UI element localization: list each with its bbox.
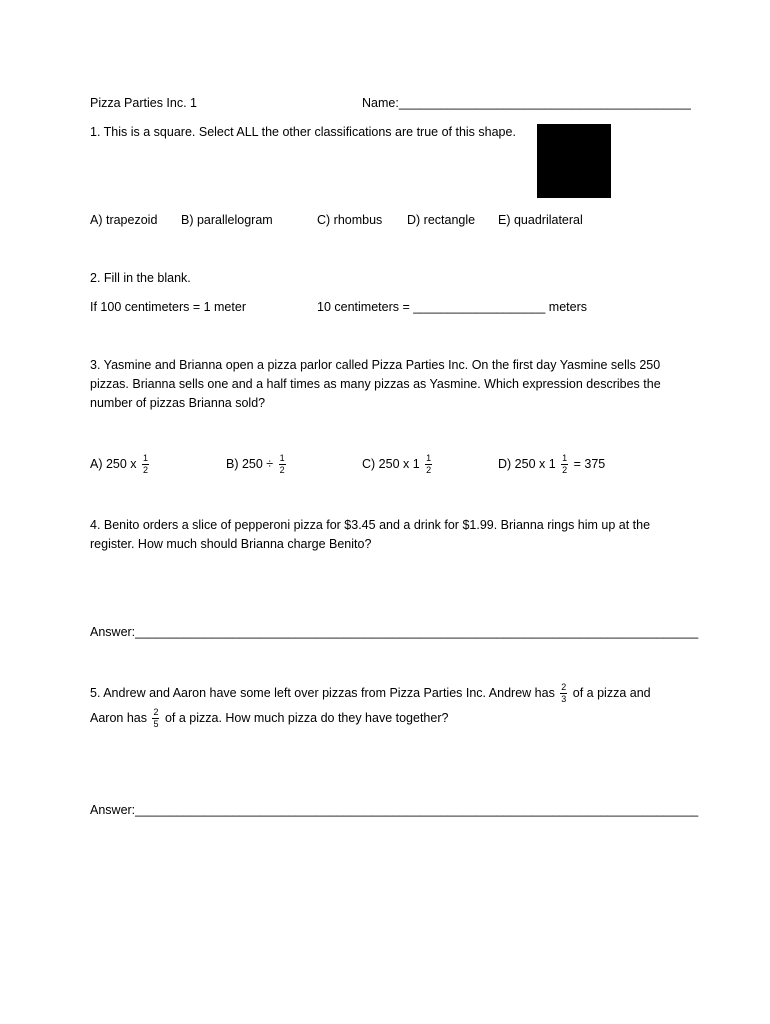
q5-text-2: of a pizza and [569, 686, 651, 700]
q5-text-3: Aaron has [90, 711, 151, 725]
q3-option-b [226, 454, 288, 475]
q3-option-a [90, 454, 151, 475]
q2-given: If 100 centimeters = 1 meter [90, 300, 246, 314]
question-4-prompt: 4. Benito orders a slice of pepperoni pizza for $3.45 and a drink for $1.99. Brianna rings him up at the register. How much should Brianna charge Benito? [90, 518, 651, 551]
q1-option-e: E) quadrilateral [498, 213, 583, 227]
q5-text-4: of a pizza. How much pizza do they have together? [161, 711, 449, 725]
fraction-denominator: 5 [153, 719, 159, 730]
q3-option-b-text: B) 250 ÷ [226, 457, 277, 471]
square-shape [537, 124, 611, 198]
fraction-denominator: 2 [426, 465, 432, 476]
name-field: Name:__________________________________________ [362, 96, 691, 110]
q4-answer-line: Answer:_________________________________________________________________________________ [90, 625, 699, 639]
worksheet-title: Pizza Parties Inc. 1 [90, 96, 197, 110]
q1-option-c: C) rhombus [317, 213, 383, 227]
fraction-denominator: 2 [562, 465, 568, 476]
q5-answer-line: Answer:_________________________________________________________________________________ [90, 803, 699, 817]
fraction [560, 683, 567, 704]
question-1-prompt: 1. This is a square. Select ALL the other classifications are true of this shape. [90, 125, 516, 139]
question-5-line-1 [90, 683, 651, 704]
q1-option-a: A) trapezoid [90, 213, 158, 227]
q5-text-1: 5. Andrew and Aaron have some left over pizzas from Pizza Parties Inc. Andrew has [90, 686, 559, 700]
q1-option-b: B) parallelogram [181, 213, 273, 227]
q3-option-c-text: C) 250 x 1 [362, 457, 424, 471]
q1-option-d: D) rectangle [407, 213, 476, 227]
fraction-numerator: 1 [143, 453, 149, 464]
fraction-numerator: 2 [153, 707, 159, 718]
q2-blank: 10 centimeters = ___________________ meters [317, 300, 587, 314]
fraction-denominator: 3 [561, 694, 567, 705]
fraction-numerator: 2 [561, 682, 567, 693]
question-2-prompt: 2. Fill in the blank. [90, 271, 191, 285]
fraction-denominator: 2 [279, 465, 285, 476]
q3-option-a-text: A) 250 x [90, 457, 141, 471]
q3-option-c [362, 454, 434, 475]
fraction [152, 708, 159, 729]
fraction-denominator: 2 [143, 465, 149, 476]
q3-option-d-text: D) 250 x 1 [498, 457, 560, 471]
fraction-numerator: 1 [562, 453, 568, 464]
fraction-numerator: 1 [279, 453, 285, 464]
q3-option-d-result: = 375 [570, 457, 606, 471]
fraction [142, 454, 149, 475]
question-3-prompt: 3. Yasmine and Brianna open a pizza parlor called Pizza Parties Inc. On the first day Yasmine sells 250 pizzas. Brianna sells one and a half times as many pizzas as Yasmine. Which expression describes the number of pizzas Brianna sold? [90, 358, 661, 410]
fraction [561, 454, 568, 475]
fraction-numerator: 1 [426, 453, 432, 464]
question-5-line-2 [90, 708, 448, 729]
fraction [279, 454, 286, 475]
q3-option-d [498, 454, 605, 475]
fraction [425, 454, 432, 475]
